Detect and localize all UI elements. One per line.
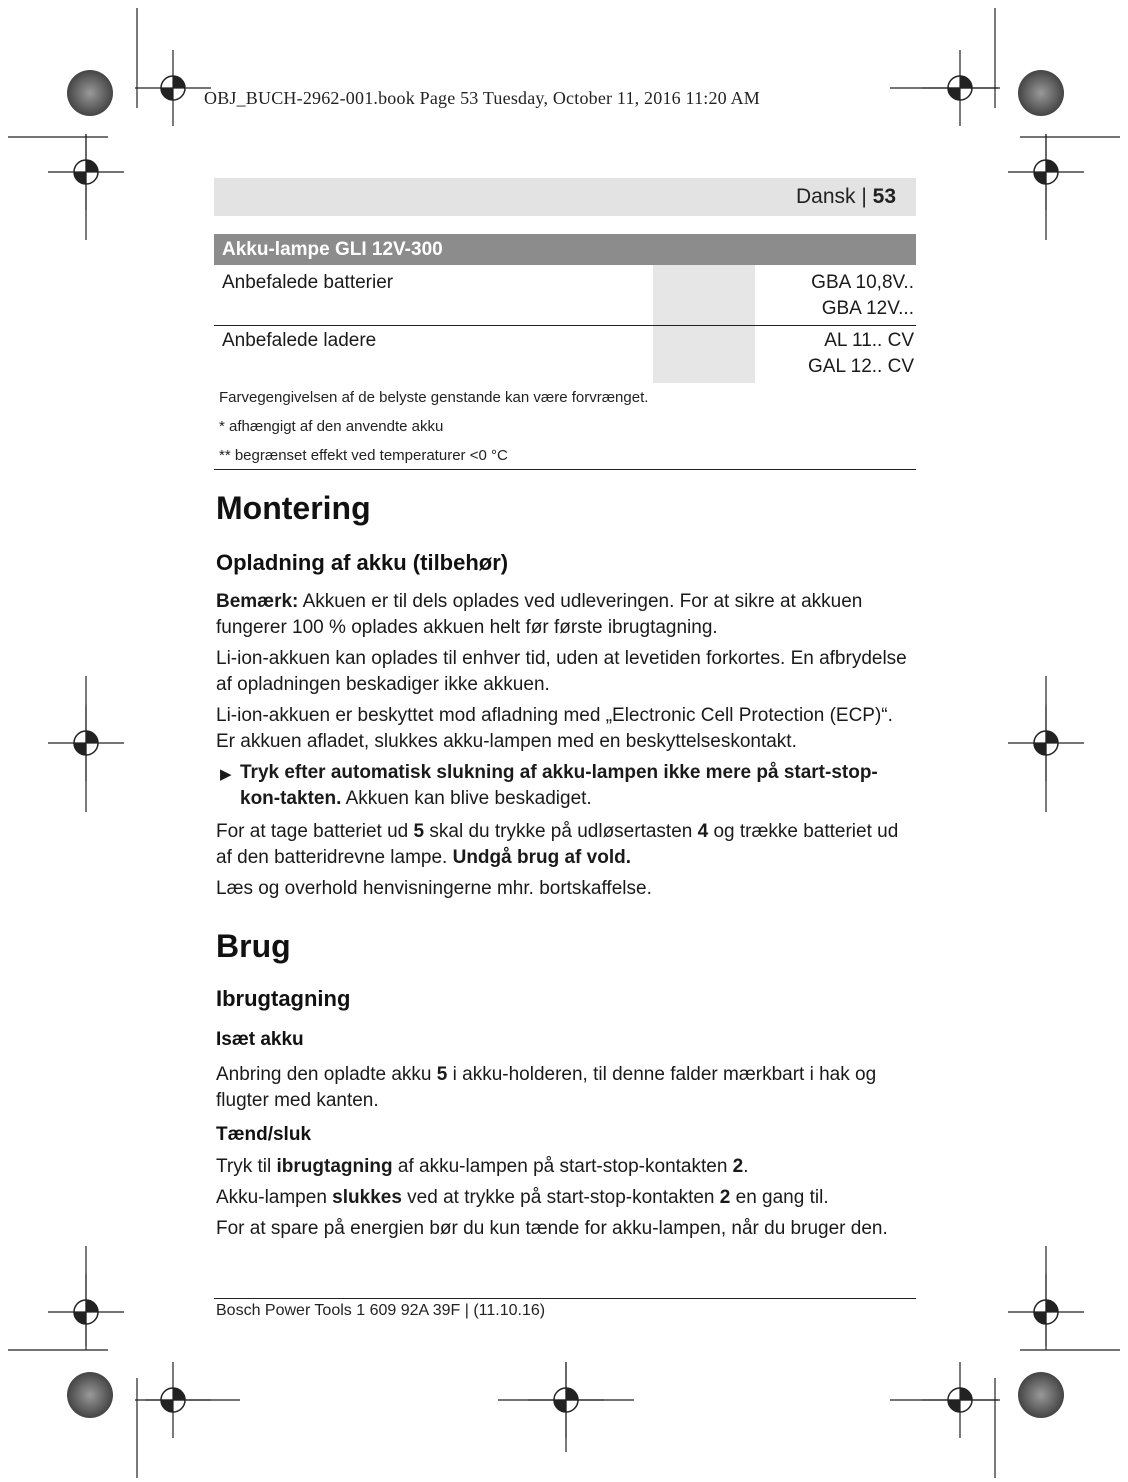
spec-row-value: AL 11.. CV: [824, 330, 914, 351]
paragraph-text: i akku-holderen, til denne falder mærkbart i hak og flugter med kanten.: [216, 1064, 877, 1111]
paragraph: [216, 1062, 916, 1114]
header-text: [796, 185, 896, 209]
reference-number: 4: [697, 821, 709, 842]
spec-row-label: Anbefalede ladere: [222, 330, 377, 351]
paragraph: [216, 1216, 916, 1242]
footer-rule: [214, 1298, 916, 1299]
subsection-heading: Ibrugtagning: [216, 986, 351, 1011]
minor-heading-wrap: [216, 1029, 916, 1051]
paragraph-text: Akku-lampen: [216, 1187, 333, 1208]
paragraph-text: Akkuen er til dels oplades ved udleveringen. For at sikre at akkuen fungerer 100 % oplades akkuen helt før første ibrugtagning.: [216, 591, 863, 638]
table-divider: [214, 325, 916, 326]
paragraph: [216, 876, 916, 902]
reference-number: 5: [436, 1064, 448, 1085]
paragraph-text: Anbring den opladte akku: [216, 1064, 437, 1085]
paragraph-text: .: [743, 1156, 749, 1177]
paragraph-text: Tryk til: [216, 1156, 277, 1177]
paragraph-text: skal du trykke på udløsertasten: [424, 821, 698, 842]
paragraph-text: For at spare på energien bør du kun tænde for akku-lampen, når du bruger den.: [216, 1218, 888, 1239]
minor-heading: Isæt akku: [216, 1029, 304, 1050]
bullet-triangle-icon: ▶: [220, 766, 232, 783]
emphasis-text: ibrugtagning: [276, 1156, 393, 1177]
table-footnote: ** begrænset effekt ved temperaturer <0 °C: [219, 447, 508, 464]
note-label: Bemærk:: [216, 591, 299, 612]
warning-text: Undgå brug af vold.: [452, 847, 631, 868]
print-slug: OBJ_BUCH-2962-001.book Page 53 Tuesday, October 11, 2016 11:20 AM: [204, 88, 760, 108]
paragraph-text: af akku-lampen på start-stop-kontakten: [392, 1156, 733, 1177]
spec-row-value: GBA 12V...: [821, 298, 914, 319]
paragraph: [216, 703, 916, 755]
emphasis-text: slukkes: [332, 1187, 402, 1208]
color-bar-rosette: [67, 70, 113, 116]
minor-heading: Tænd/sluk: [216, 1124, 312, 1145]
bullet-bold-text: Tryk efter automatisk slukning af akku-lampen ikke mere på start-stop-kon-takten.: [240, 762, 878, 809]
table-note: Farvegengivelsen af de belyste genstande kan være forvrænget.: [219, 389, 649, 406]
spec-row-value: GAL 12.. CV: [808, 356, 914, 377]
spec-table-shaded-column: [653, 265, 755, 383]
spec-table-title: Akku-lampe GLI 12V-300: [214, 234, 916, 265]
page-header: [214, 178, 916, 216]
section-heading: Brug: [216, 928, 291, 964]
paragraph-text: Li-ion-akkuen er beskyttet mod afladning med „Electronic Cell Protection (ECP)“. Er akkuen afladet, slukkes akku-lampen med en beskyttelseskontakt.: [216, 705, 893, 752]
bullet-item: [240, 760, 916, 812]
reference-number: 2: [719, 1187, 731, 1208]
paragraph-text: ved at trykke på start-stop-kontakten: [401, 1187, 720, 1208]
table-footnote: * afhængigt af den anvendte akku: [219, 418, 444, 435]
paragraph-text: For at tage batteriet ud: [216, 821, 414, 842]
paragraph: [216, 1185, 916, 1211]
paragraph-text: og trække batteriet ud af den batteridrevne lampe.: [216, 821, 899, 868]
paragraph-text: en gang til.: [730, 1187, 829, 1208]
section-montering-heading: [216, 490, 916, 527]
header-separator: |: [855, 185, 873, 208]
subsection-heading-wrap: [216, 986, 916, 1012]
paragraph-text: Li-ion-akkuen kan oplades til enhver tid, uden at levetiden forkortes. En afbrydelse af opladningen beskadiger ikke akkuen.: [216, 648, 907, 695]
subsection-heading: Opladning af akku (tilbehør): [216, 550, 509, 575]
section-brug-heading: [216, 928, 916, 965]
paragraph-text: Læs og overhold henvisningerne mhr. bortskaffelse.: [216, 878, 652, 899]
spec-row-label: Anbefalede batterier: [222, 272, 394, 293]
spec-row-value: GBA 10,8V..: [811, 272, 914, 293]
table-bottom-rule: [214, 469, 916, 470]
paragraph: [216, 646, 916, 698]
paragraph: [216, 1154, 916, 1180]
page-number: 53: [872, 185, 896, 208]
section-heading: Montering: [216, 490, 371, 526]
header-language: Dansk: [795, 185, 856, 208]
minor-heading-wrap: [216, 1124, 916, 1146]
reference-number: 5: [413, 821, 425, 842]
paragraph: [216, 589, 916, 641]
page-footer: Bosch Power Tools 1 609 92A 39F | (11.10.16): [216, 1302, 546, 1319]
reference-number: 2: [732, 1156, 744, 1177]
paragraph: [216, 819, 916, 871]
subsection-heading-wrap: [216, 550, 916, 576]
bullet-text: Akkuen kan blive beskadiget.: [341, 788, 592, 809]
